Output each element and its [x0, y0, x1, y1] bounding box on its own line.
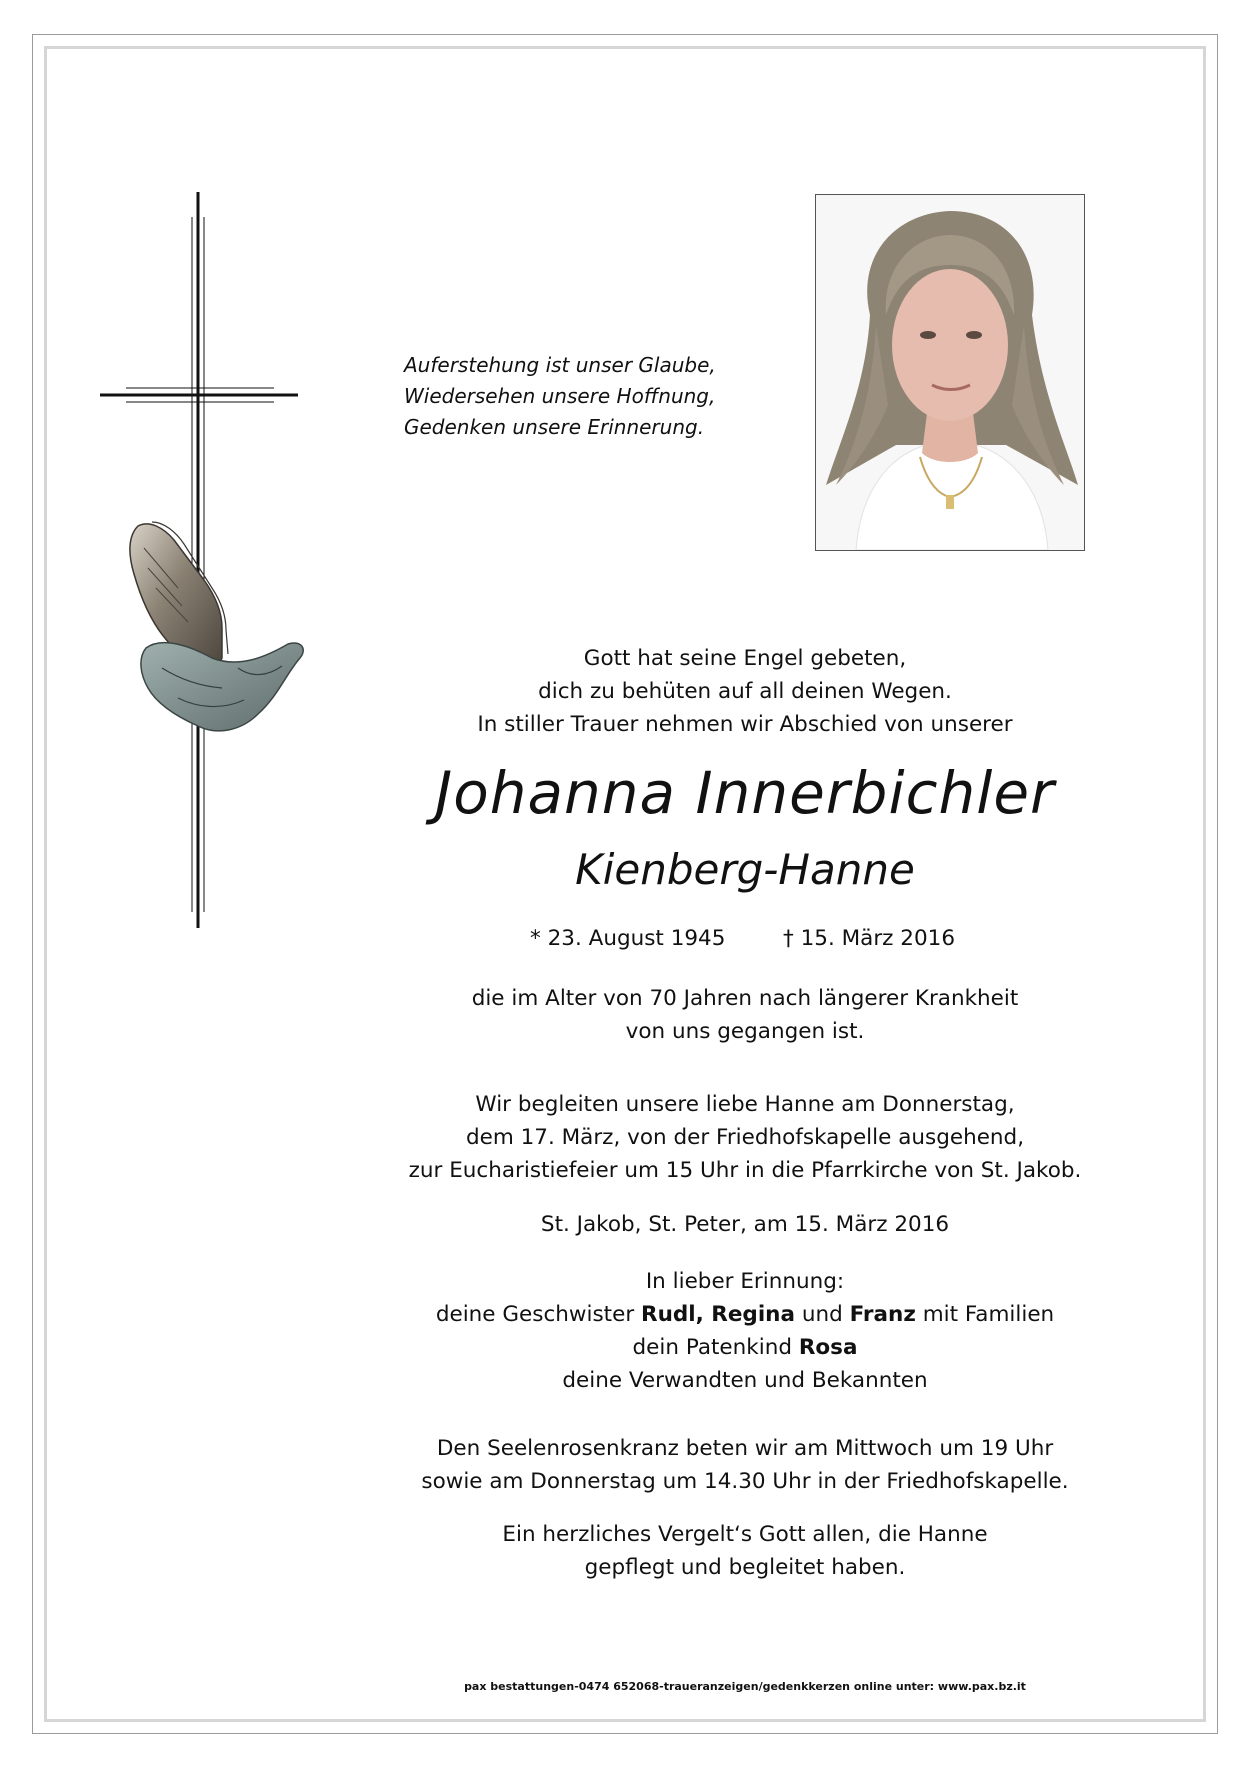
funeral-text	[360, 1088, 1130, 1187]
verse-text	[404, 350, 716, 443]
death-date	[783, 922, 955, 955]
siblings-names-b: Franz	[849, 1302, 916, 1327]
godchild-prefix: dein Patenkind	[632, 1335, 792, 1360]
death-symbol: †	[783, 926, 794, 951]
age-text	[360, 982, 1130, 1048]
praying-hands-icon	[118, 518, 308, 738]
siblings-and: und	[801, 1302, 843, 1327]
rosary-line: sowie am Donnerstag um 14.30 Uhr in der Friedhofskapelle.	[421, 1469, 1069, 1494]
siblings-prefix: deine Geschwister	[435, 1302, 635, 1327]
godchild-name: Rosa	[798, 1335, 858, 1360]
verse-line: Gedenken unsere Erinnerung.	[404, 415, 705, 439]
intro-line: dich zu behüten auf all deinen Wegen.	[538, 679, 952, 704]
birth-symbol: *	[530, 926, 541, 951]
memory-heading: In lieber Erinnung:	[645, 1269, 845, 1294]
siblings-suffix: mit Familien	[922, 1302, 1055, 1327]
funeral-line: dem 17. März, von der Friedhofskapelle ausgehend,	[465, 1125, 1025, 1150]
thanks-line: Ein herzliches Vergelt‘s Gott allen, die Hanne	[502, 1522, 988, 1547]
footer-text: pax bestattungen-0474 652068-traueranzeigen/gedenkkerzen online unter: www.pax.bz.it	[464, 1680, 1026, 1693]
birth-date-value: 23. August 1945	[547, 926, 726, 951]
age-line: die im Alter von 70 Jahren nach längerer Krankheit	[471, 986, 1019, 1011]
verse-line: Auferstehung ist unser Glaube,	[404, 353, 716, 377]
birth-date	[530, 922, 725, 955]
godchild-line	[360, 1331, 1130, 1364]
death-date-value: 15. März 2016	[800, 926, 956, 951]
funeral-line: zur Eucharistiefeier um 15 Uhr in die Pfarrkirche von St. Jakob.	[408, 1158, 1082, 1183]
thanks-text	[360, 1518, 1130, 1584]
age-line: von uns gegangen ist.	[625, 1019, 865, 1044]
deceased-nickname: Kienberg-Hanne	[575, 845, 915, 894]
portrait-photo	[815, 194, 1085, 551]
rosary-line: Den Seelenrosenkranz beten wir am Mittwoch um 19 Uhr	[436, 1436, 1054, 1461]
memory-text	[360, 1265, 1130, 1397]
intro-line: In stiller Trauer nehmen wir Abschied von unserer	[477, 712, 1013, 737]
funeral-line: Wir begleiten unsere liebe Hanne am Donnerstag,	[475, 1092, 1015, 1117]
siblings-names-a: Rudl, Regina	[641, 1302, 796, 1327]
deceased-name: Johanna Innerbichler	[435, 759, 1055, 827]
intro-text	[360, 642, 1130, 741]
place-date	[360, 1208, 1130, 1241]
portrait-image	[816, 195, 1084, 550]
siblings-line	[360, 1298, 1130, 1331]
verse-line: Wiedersehen unsere Hoffnung,	[404, 384, 716, 408]
rosary-text	[360, 1432, 1130, 1498]
thanks-line: gepflegt und begleitet haben.	[584, 1555, 906, 1580]
intro-line: Gott hat seine Engel gebeten,	[583, 646, 907, 671]
place-date-line: St. Jakob, St. Peter, am 15. März 2016	[540, 1212, 950, 1237]
relatives-line: deine Verwandten und Bekannten	[562, 1368, 928, 1393]
